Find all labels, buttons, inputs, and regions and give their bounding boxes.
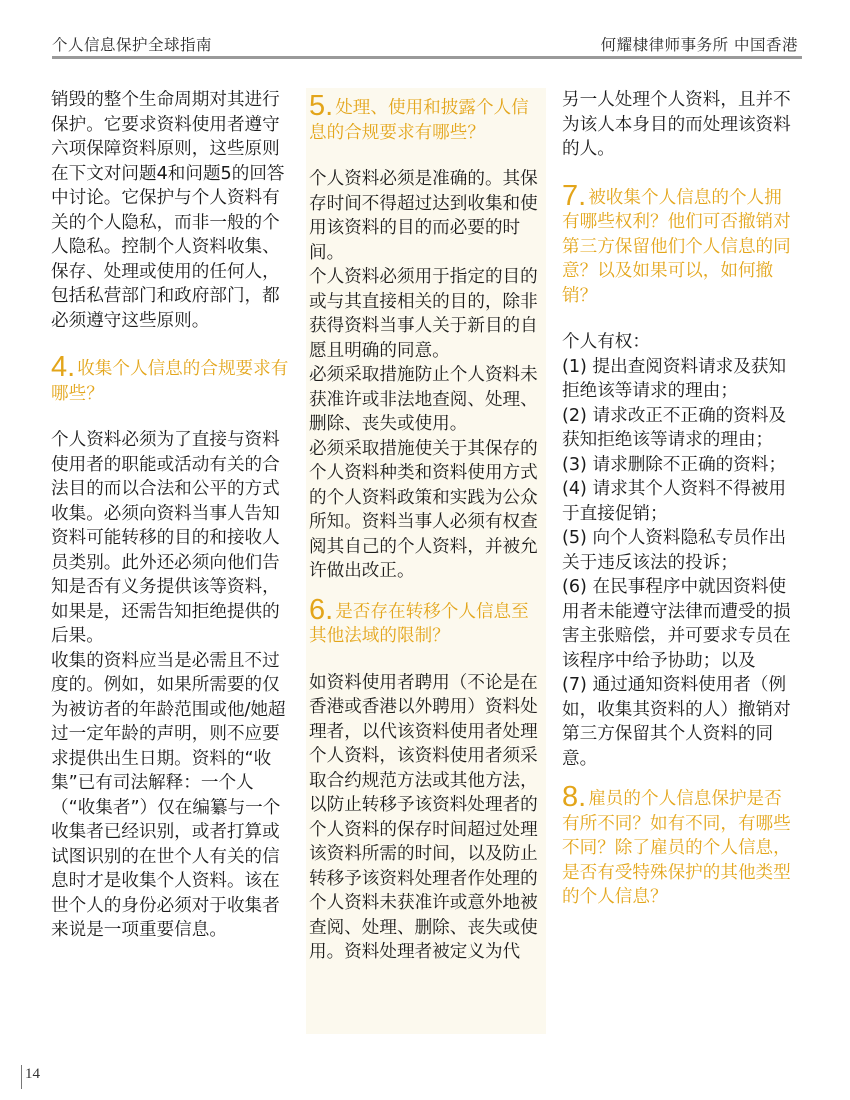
paragraph-data-processor: 如资料使用者聘用（不论是在香港或香港以外聘用）资料处理者，以代该资料使用者处理个人资料，该资料使用者须采取合约规范方法或其他方法，以防止转移予该资料处理者的个人资料的保存时间超过处理该资料所需的时间，以及防止转移予该资料处理者作处理的个人资料未获准许或意外地被查阅、处理、删除、丧失或使用。资料处理者被定义为代 [309,672,538,962]
question-5-heading [309,90,546,145]
right-item-2: (2) 请求改正不正确的资料及获知拒绝该等请求的理由； [562,405,787,450]
footer-divider [21,1065,22,1089]
page-header [0,0,850,58]
question-6-number: 6. [309,593,334,626]
paragraph-use-purpose: 个人资料必须用于指定的目的或与其直接相关的目的，除非获得资料当事人关于新目的自愿且明确的同意。 [309,267,538,361]
question-5-number: 5. [309,90,334,122]
header-firm-name: 何耀棣律师事务所 中国香港 [600,36,798,54]
question-7-heading [562,179,799,309]
paragraph-collection-necessity: 收集的资料应当是必需且不过度的。例如，如果所需要的仅为被访者的年龄范围或他/她超过一定年龄的声明，则不应要求提供出生日期。资料的“收集”已有司法解释：一个人（“收集者”）仅在编纂与一个收集者已经识别，或者打算或试图识别的在世个人有关的信息时才是收集个人资料。该在世个人的身份必须对于收集者来说是一项重要信息。 [51,650,286,940]
right-item-7: (7) 通过通知资料使用者（例如，收集其资料的人）撤销对第三方保留其个人资料的同意。 [562,675,791,769]
paragraph-collection-purpose: 个人资料必须为了直接与资料使用者的职能或活动有关的合法目的而以合法和公平的方式收集。必须向资料当事人告知资料可能转移的目的和接收人员类别。此外还必须向他们告知是否有义务提供该等资料，如果是，还需告知拒绝提供的后果。 [51,430,280,646]
question-7-text: 被收集个人信息的个人拥有哪些权利？他们可否撤销对第三方保留他们个人信息的同意？以及如果可以，如何撤销？ [562,187,791,306]
question-4-text: 收集个人信息的合规要求有哪些？ [51,359,289,404]
right-item-5: (5) 向个人资料隐私专员作出关于违反该法的投诉； [562,528,787,573]
question-4-number: 4. [51,351,76,383]
right-item-4: (4) 请求其个人资料不得被用于直接促销； [562,479,787,524]
page-number: 14 [25,1066,40,1082]
paragraph-principles: 销毁的整个生命周期对其进行保护。它要求资料使用者遵守六项保障资料原则，这些原则在下文对问题4和问题5的回答中讨论。它保护与个人资料有关的个人隐私，而非一般的个人隐私。控制个人资料收集、保存、处理或使用的任何人，包括私营部门和政府部门，都必须遵守这些原则。 [51,90,285,331]
question-7-number: 7. [562,179,587,212]
column-1 [51,88,289,943]
column-2-panel [306,88,546,1034]
question-6-heading [309,593,546,649]
question-8-heading [562,781,799,910]
question-5-text: 处理、使用和披露个人信息的合规要求有哪些？ [309,98,529,143]
question-6-text: 是否存在转移个人信息至其他法域的限制？ [309,601,529,646]
paragraph-security: 必须采取措施防止个人资料未获准许或非法地查阅、处理、删除、丧失或使用。 [309,365,538,434]
question-8-number: 8. [562,781,587,813]
rights-intro: 个人有权： [562,332,650,352]
header-divider [52,56,802,59]
right-item-3: (3) 请求删除不正确的资料； [562,454,787,475]
header-guide-title: 个人信息保护全球指南 [52,36,213,54]
column-3 [562,88,799,910]
paragraph-accuracy: 个人资料必须是准确的。其保存时间不得超过达到收集和使用该资料的目的而必要的时间。 [309,169,538,263]
right-item-6: (6) 在民事程序中就因资料使用者未能遵守法律而遭受的损害主张赔偿，并可要求专员在该程序中给予协助；以及 [562,577,791,671]
paragraph-processor-definition: 另一人处理个人资料，且并不为该人本身目的而处理该资料的人。 [562,90,791,159]
question-8-text: 雇员的个人信息保护是否有所不同？如有不同，有哪些不同？除了雇员的个人信息，是否有受特殊保护的其他类型的个人信息？ [562,789,791,907]
question-4-heading [51,351,289,406]
paragraph-openness: 必须采取措施使关于其保存的个人资料种类和资料使用方式的个人资料政策和实践为公众所知。资料当事人必须有权查阅其自己的个人资料，并被允许做出改正。 [309,438,538,581]
right-item-1: (1) 提出查阅资料请求及获知拒绝该等请求的理由； [562,356,787,401]
